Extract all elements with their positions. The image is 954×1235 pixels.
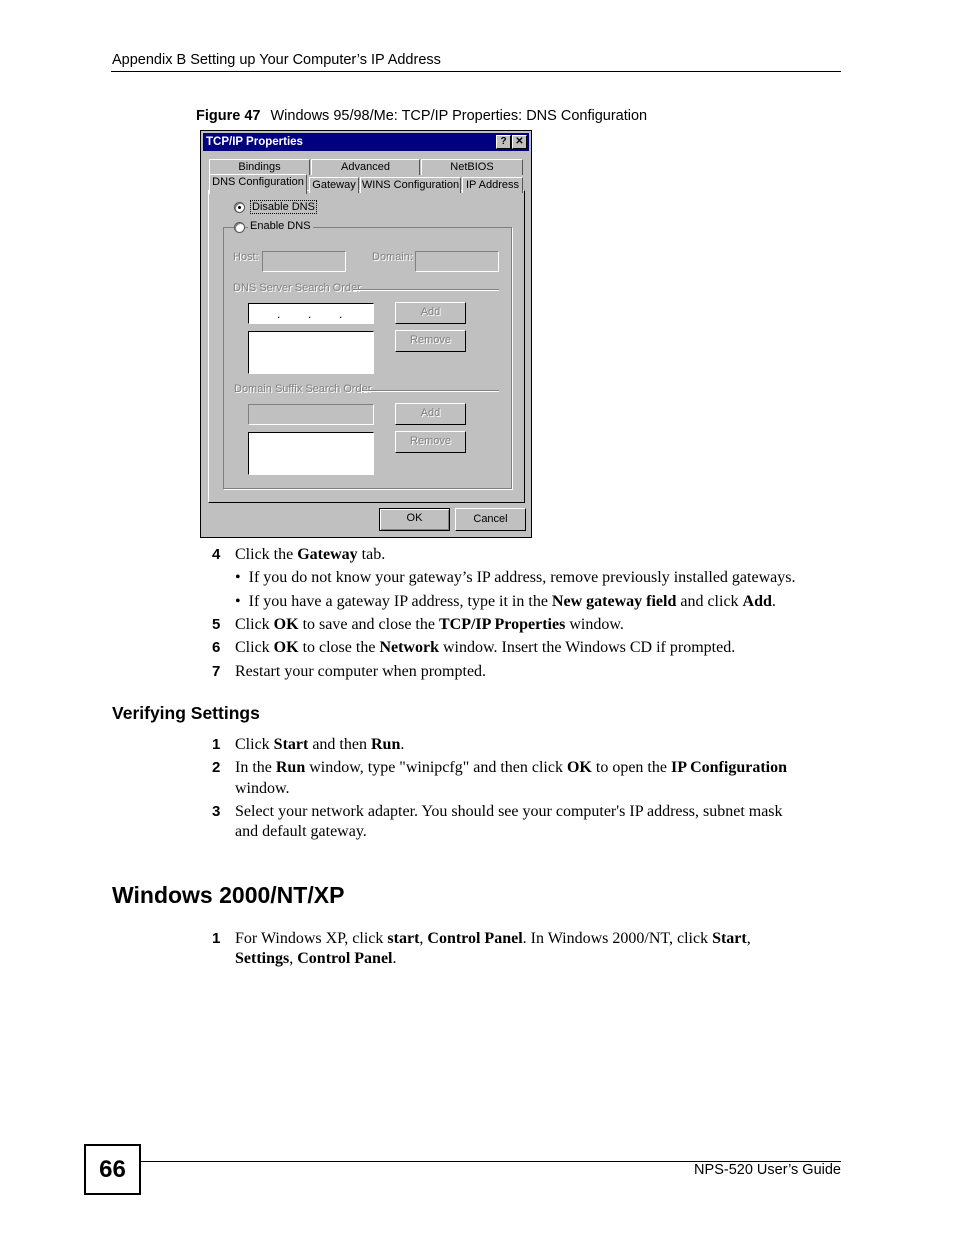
close-button[interactable] [512, 135, 527, 149]
step-number: 1 [212, 930, 221, 947]
footer-guide-title: NPS-520 User’s Guide [694, 1162, 841, 1178]
cancel-button[interactable]: Cancel [455, 508, 526, 531]
tab-advanced[interactable]: Advanced [311, 159, 420, 175]
figure-label: Figure 47 [196, 108, 261, 124]
text-run: Click [235, 616, 274, 633]
text-run: If you do not know your gateway’s IP address, remove previously installed gateways. [248, 569, 796, 586]
text-run: to close the [298, 639, 380, 656]
suffix-order-separator [362, 390, 499, 392]
host-input[interactable] [262, 251, 346, 272]
figure-caption-text: Windows 95/98/Me: TCP/IP Properties: DNS Configuration [270, 108, 648, 124]
enable-dns-radio[interactable] [234, 222, 245, 233]
bullet-mark: • [235, 593, 241, 610]
tcpip-properties-dialog [200, 130, 532, 538]
bold-run: Run [275, 759, 306, 776]
bold-run: New gateway field [551, 593, 677, 610]
text-run: and then [308, 736, 371, 753]
text-run: , [419, 930, 428, 947]
step-text [235, 929, 751, 949]
ip-dot: . [339, 307, 343, 321]
dns-server-list[interactable] [248, 331, 374, 374]
step-text-continued: and default gateway. [235, 823, 367, 840]
text-run: Click [235, 639, 274, 656]
host-label: Host: [233, 251, 259, 263]
bullet-item [235, 568, 795, 588]
bold-run: Run [370, 736, 401, 753]
bold-run: OK [273, 639, 299, 656]
text-run: . [771, 593, 776, 610]
header-rule [111, 71, 841, 72]
text-run: . [400, 736, 405, 753]
step-text: Select your network adapter. You should see your computer's IP address, subnet mask [235, 803, 783, 820]
text-run: If you have a gateway IP address, type it in the [248, 593, 552, 610]
text-run: , [746, 930, 751, 947]
windows-2000-nt-xp-heading: Windows 2000/NT/XP [112, 882, 345, 908]
text-run: Click [235, 736, 274, 753]
bold-run: OK [566, 759, 592, 776]
step-text-continued [235, 949, 397, 969]
step-number: 5 [212, 616, 221, 633]
step-number: 3 [212, 803, 221, 820]
bold-run: Add [742, 593, 772, 610]
bold-run: Settings [235, 950, 290, 967]
dns-order-separator [353, 289, 499, 291]
text-run: . [392, 950, 397, 967]
suffix-input[interactable] [248, 404, 374, 425]
figure-caption [196, 108, 647, 124]
text-run: window. [565, 616, 624, 633]
suffix-list[interactable] [248, 432, 374, 475]
bullet-mark: • [235, 569, 241, 586]
step-text-continued: window. [235, 780, 290, 797]
bold-run: TCP/IP Properties [438, 616, 566, 633]
help-button[interactable] [496, 135, 511, 149]
suffix-order-label: Domain Suffix Search Order [234, 383, 372, 395]
text-run: . In Windows 2000/NT, click [522, 930, 713, 947]
tab-wins-configuration[interactable]: WINS Configuration [361, 179, 460, 191]
page-number: 66 [84, 1144, 141, 1195]
tab-bindings[interactable]: Bindings [209, 159, 310, 175]
bold-run: IP Configuration [670, 759, 787, 776]
tab-gateway[interactable]: Gateway [309, 177, 359, 193]
bold-run: Network [379, 639, 439, 656]
step-text [235, 735, 404, 755]
step-number: 7 [212, 663, 221, 680]
suffix-add-button[interactable]: Add [395, 403, 466, 425]
step-text [235, 638, 735, 658]
step-number: 4 [212, 546, 221, 563]
step-text [235, 545, 385, 565]
bold-run: Start [712, 930, 747, 947]
verifying-settings-heading: Verifying Settings [112, 703, 260, 723]
bold-run: OK [273, 616, 299, 633]
text-run: Click the [235, 546, 298, 563]
text-run: window. Insert the Windows CD if prompted. [438, 639, 736, 656]
bold-run: Gateway [297, 546, 358, 563]
dialog-title: TCP/IP Properties [206, 136, 303, 148]
disable-dns-radio[interactable] [234, 202, 245, 213]
ip-dot: . [308, 307, 312, 321]
text-run: , [289, 950, 298, 967]
bullet-item [235, 592, 776, 612]
text-run: In the [235, 759, 276, 776]
dns-add-button[interactable]: Add [395, 302, 466, 324]
ip-dot: . [277, 307, 281, 321]
bold-run: Control Panel [297, 950, 393, 967]
text-run: tab. [357, 546, 386, 563]
tab-dns-configuration[interactable]: DNS Configuration [209, 174, 307, 194]
text-run: window, type "winipcfg" and then click [305, 759, 567, 776]
help-icon: ? [500, 136, 507, 147]
dns-order-label: DNS Server Search Order [233, 282, 361, 294]
running-header: Appendix B Setting up Your Computer’s IP Address [112, 52, 441, 68]
tab-ip-address[interactable]: IP Address [462, 177, 523, 193]
step-number: 1 [212, 736, 221, 753]
close-icon: ✕ [515, 136, 524, 147]
step-text [235, 758, 787, 778]
dialog-titlebar [203, 133, 529, 151]
bold-run: Start [273, 736, 309, 753]
enable-dns-label: Enable DNS [250, 220, 311, 232]
step-number: 6 [212, 639, 221, 656]
step-text [235, 615, 624, 635]
text-run: For Windows XP, click [235, 930, 388, 947]
tab-netbios[interactable]: NetBIOS [421, 159, 523, 175]
domain-input[interactable] [415, 251, 499, 272]
disable-dns-label: Disable DNS [252, 201, 315, 213]
text-run: to open the [591, 759, 671, 776]
bold-run: start [387, 930, 420, 947]
step-text: Restart your computer when prompted. [235, 663, 487, 680]
domain-label: Domain: [372, 251, 413, 263]
text-run: to save and close the [298, 616, 439, 633]
text-run: and click [676, 593, 743, 610]
dns-server-ip-input[interactable] [248, 303, 374, 324]
suffix-remove-button[interactable]: Remove [395, 431, 466, 453]
ok-button[interactable]: OK [379, 508, 450, 531]
dns-remove-button[interactable]: Remove [395, 330, 466, 352]
step-number: 2 [212, 759, 221, 776]
bold-run: Control Panel [427, 930, 523, 947]
